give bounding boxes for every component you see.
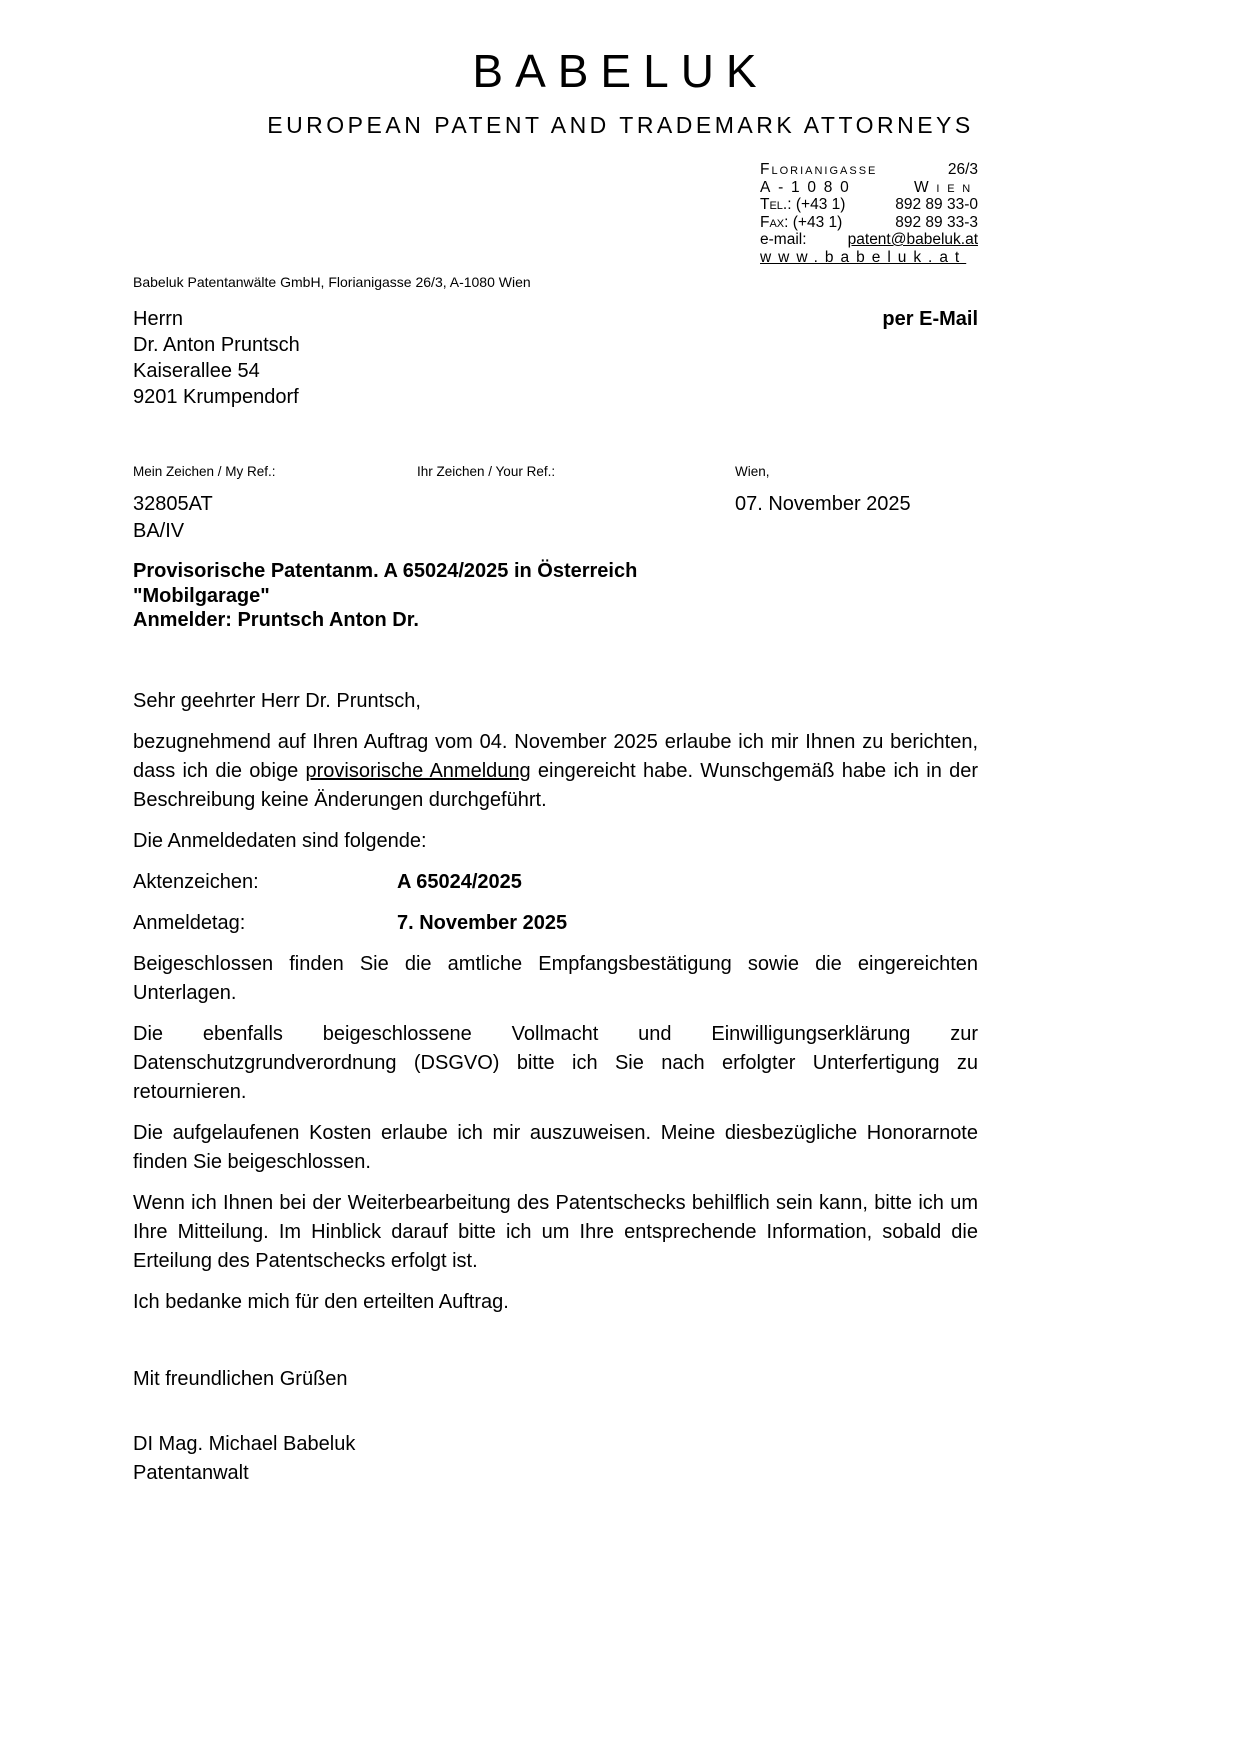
- place-label: Wien,: [735, 464, 770, 479]
- recipient-first-row: [133, 306, 978, 332]
- subject-block: [133, 559, 978, 633]
- subject-line-2: "Mobilgarage": [133, 584, 270, 607]
- subject-line-3: Anmelder: Pruntsch Anton Dr.: [133, 609, 419, 631]
- body-paragraph-4: Die ebenfalls beigeschlossene Vollmacht und Einwilligungserklärung zur Datenschutzgrundverordnung (DSGVO) bitte ich Sie nach erfolgter Unterfertigung zu retournieren.: [133, 1022, 978, 1103]
- recipient-street: Kaiserallee 54: [133, 360, 260, 382]
- filing-data-value: A 65024/2025: [397, 870, 522, 893]
- your-ref-label: Ihr Zeichen / Your Ref.:: [417, 464, 556, 479]
- signature-block: [133, 1430, 978, 1488]
- recipient-city: 9201 Krumpendorf: [133, 386, 299, 408]
- reference-values-row: [133, 491, 978, 545]
- company-subtitle: EUROPEAN PATENT AND TRADEMARK ATTORNEYS: [267, 112, 974, 138]
- signature-title: Patentanwalt: [133, 1461, 249, 1484]
- tel-label: Tel.:: [760, 196, 792, 213]
- my-ref-2: BA/IV: [133, 520, 185, 542]
- fax-number: 892 89 33-3: [895, 213, 978, 231]
- filing-data-row: [133, 909, 978, 938]
- underlined-phrase: provisorische Anmeldung: [305, 759, 531, 782]
- delivery-note: per E-Mail: [882, 308, 978, 330]
- reference-labels-row: [133, 464, 978, 479]
- recipient-salutation: Herrn: [133, 308, 184, 330]
- body-paragraph-3: Beigeschlossen finden Sie die amtliche Empfangsbestätigung sowie die eingereichten Unterlagen.: [133, 952, 978, 1004]
- sender-line: Babeluk Patentanwälte GmbH, Florianigasse 26/3, A-1080 Wien: [133, 274, 531, 290]
- your-ref-value: [417, 491, 735, 545]
- contact-street-row: [760, 161, 978, 179]
- fax-prefix: (+43 1): [792, 213, 843, 231]
- tel-prefix: (+43 1): [795, 196, 846, 213]
- body-paragraph-7: Ich bedanke mich für den erteilten Auftrag.: [133, 1290, 509, 1313]
- letterhead-row: [133, 161, 978, 290]
- contact-fax-row: [760, 214, 978, 232]
- paragraph-text: bezugnehmend auf Ihren Auftrag vom 04. November 2025 erlaube ich mir Ihnen zu berichten, dass ich die obige: [133, 730, 978, 782]
- email-link[interactable]: patent@babeluk.at: [847, 231, 978, 248]
- contact-city-row: [760, 179, 978, 197]
- website-link[interactable]: www.babeluk.at: [760, 248, 967, 266]
- fax-label: Fax:: [760, 213, 789, 231]
- filing-data-row: [133, 868, 978, 897]
- my-ref-values: [133, 491, 417, 545]
- closing-formula: Mit freundlichen Grüßen: [133, 1367, 348, 1390]
- letter-content: [133, 161, 978, 1488]
- signature-name: DI Mag. Michael Babeluk: [133, 1432, 356, 1455]
- recipient-block: [133, 306, 978, 410]
- letter-date: 07. November 2025: [735, 493, 911, 515]
- body-salutation: Sehr geehrter Herr Dr. Pruntsch,: [133, 689, 421, 712]
- recipient-name: Dr. Anton Pruntsch: [133, 334, 300, 356]
- body-paragraph-1: [133, 728, 978, 815]
- filing-data-value: 7. November 2025: [397, 911, 568, 934]
- contact-website-row: [760, 249, 978, 267]
- my-ref-label: Mein Zeichen / My Ref.:: [133, 464, 276, 479]
- contact-tel-row: [760, 196, 978, 214]
- contact-street-number: 26/3: [947, 161, 978, 178]
- filing-data-label: Anmeldetag:: [133, 911, 246, 934]
- contact-street: Florianigasse: [760, 161, 878, 178]
- contact-fax-label-group: [760, 214, 842, 232]
- contact-postal-code: A-1080: [760, 178, 857, 196]
- contact-block: [760, 161, 978, 266]
- tel-number: 892 89 33-0: [895, 196, 978, 213]
- subject-line-1: Provisorische Patentanm. A 65024/2025 in Österreich: [133, 560, 638, 582]
- body-paragraph-6: Wenn ich Ihnen bei der Weiterbearbeitung des Patentschecks behilflich sein kann, bitte ich um Ihre Mitteilung. Im Hinblick darauf bitte ich um Ihre entsprechende Information, sobald die Erteilung des Patentschecks erfolgt ist.: [133, 1191, 978, 1272]
- company-brand: BABELUK: [472, 45, 769, 97]
- paragraph-text: eingereicht habe. Wunschgemäß habe ich in der Beschreibung keine Änderungen durchgeführt.: [133, 759, 978, 811]
- filing-data-label: Aktenzeichen:: [133, 870, 259, 893]
- email-label: e-mail:: [760, 231, 807, 248]
- my-ref: 32805AT: [133, 493, 213, 515]
- contact-tel-label-group: [760, 196, 845, 214]
- contact-email-row: [760, 231, 978, 249]
- body-paragraph-2: Die Anmeldedaten sind folgende:: [133, 829, 427, 852]
- body-paragraph-5: Die aufgelaufenen Kosten erlaube ich mir auszuweisen. Meine diesbezügliche Honorarnote finden Sie beigeschlossen.: [133, 1121, 978, 1173]
- contact-city: Wien: [914, 178, 978, 196]
